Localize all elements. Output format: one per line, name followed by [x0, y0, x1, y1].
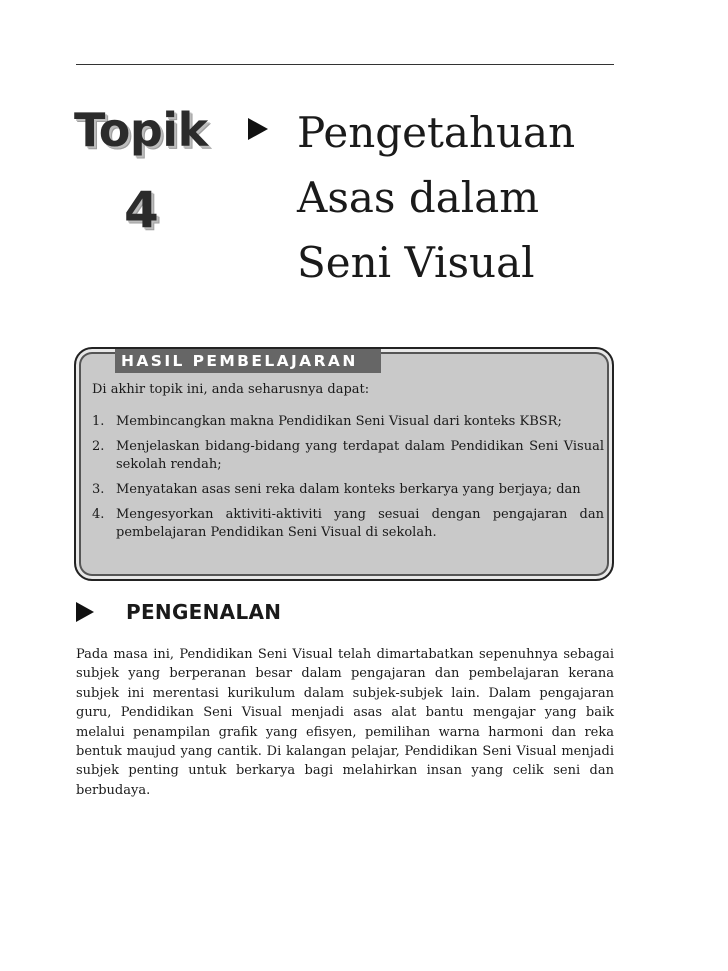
list-item [92, 413, 604, 431]
learning-outcomes-heading: HASIL PEMBELAJARAN [115, 349, 381, 373]
title-line: Pengetahuan [297, 108, 576, 157]
topik-number: 4 [124, 181, 159, 239]
intro-paragraph: Pada masa ini, Pendidikan Seni Visual telah dimartabatkan sepenuhnya sebagai subjek yang berperanan besar dalam pengajaran dan pembelajaran kerana subjek ini merentasi kurikulum dalam subjek-subjek lain. Dalam pengajaran guru, Pendidikan Seni Visual menjadi asas alat bantu mengajar yang baik melalui penampilan grafik yang efisyen, pemilihan warna harmoni dan reka bentuk maujud yang cantik. Di kalangan pelajar, Pendidikan Seni Visual menjadi subjek penting untuk berkarya bagi melahirkan insan yang celik seni dan berbudaya. [76, 647, 614, 798]
learning-outcomes-list [92, 413, 604, 549]
section-heading: PENGENALAN [126, 600, 282, 624]
list-item [92, 506, 604, 542]
list-item-number: 3. [92, 482, 105, 497]
topik-label: Topik [74, 103, 208, 157]
title-arrow-icon [248, 118, 268, 140]
section-arrow-icon [76, 602, 94, 622]
learning-outcomes-intro: Di akhir topik ini, anda seharusnya dapat: [92, 382, 370, 397]
list-item [92, 481, 604, 499]
list-item [92, 438, 604, 474]
title-line: Asas dalam [297, 173, 540, 222]
list-item-number: 1. [92, 414, 105, 429]
list-item-text: Menyatakan asas seni reka dalam konteks berkarya yang berjaya; dan [116, 482, 581, 497]
list-item-text: Membincangkan makna Pendidikan Seni Visual dari konteks KBSR; [116, 414, 562, 429]
list-item-text: Menjelaskan bidang-bidang yang terdapat dalam Pendidikan Seni Visual sekolah rendah; [116, 439, 604, 472]
title-line: Seni Visual [297, 238, 535, 287]
list-item-number: 2. [92, 439, 105, 454]
list-item-number: 4. [92, 507, 105, 522]
list-item-text: Mengesyorkan aktiviti-aktiviti yang sesuai dengan pengajaran dan pembelajaran Pendidikan Seni Visual di sekolah. [116, 507, 604, 540]
topic-title [297, 100, 617, 295]
header-rule [76, 64, 614, 65]
